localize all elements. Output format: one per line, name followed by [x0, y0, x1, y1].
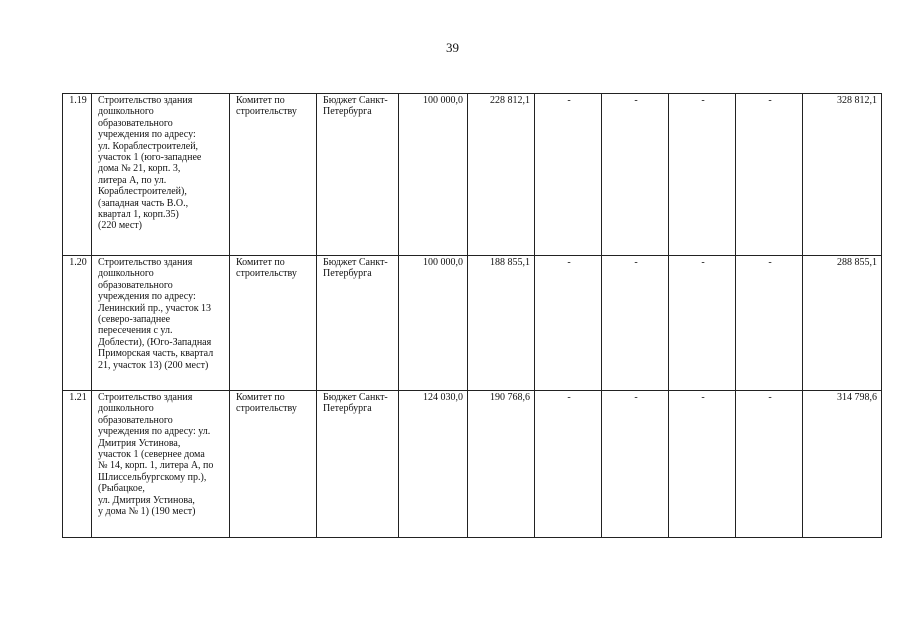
funding-source-cell: Бюджет Санкт- Петербурга — [317, 94, 399, 256]
empty-amount-cell: - — [602, 94, 669, 256]
empty-amount-cell: - — [736, 256, 803, 391]
amount-cell: 228 812,1 — [468, 94, 535, 256]
row-number: 1.20 — [63, 256, 92, 391]
empty-amount-cell: - — [669, 94, 736, 256]
empty-amount-cell: - — [535, 256, 602, 391]
page-number: 39 — [446, 40, 459, 55]
funding-source-cell: Бюджет Санкт- Петербурга — [317, 391, 399, 538]
row-number: 1.21 — [63, 391, 92, 538]
executor-cell: Комитет по строительству — [230, 256, 317, 391]
executor-cell: Комитет по строительству — [230, 391, 317, 538]
empty-amount-cell: - — [736, 391, 803, 538]
object-description: Строительство здания дошкольного образовательного учреждения по адресу: ул. Дмитрия Устинова, участок 1 (севернее дома № 14, корп. 1, литера А, по Шлиссельбургскому пр.), (Рыбацкое, ул. Дмитрия Устинова, у дома № 1) (190 мест) — [92, 391, 230, 538]
empty-amount-cell: - — [602, 256, 669, 391]
executor-cell: Комитет по строительству — [230, 94, 317, 256]
amount-cell: 124 030,0 — [399, 391, 468, 538]
object-description: Строительство здания дошкольного образовательного учреждения по адресу: Ленинский пр., участок 13 (северо-западнее пересечения с ул. Доблести), (Юго-Западная Приморская часть, квартал 21, участок 13) (200 мест) — [92, 256, 230, 391]
total-cell: 288 855,1 — [803, 256, 882, 391]
total-cell: 328 812,1 — [803, 94, 882, 256]
amount-cell: 190 768,6 — [468, 391, 535, 538]
empty-amount-cell: - — [669, 256, 736, 391]
amount-cell: 188 855,1 — [468, 256, 535, 391]
row-number: 1.19 — [63, 94, 92, 256]
empty-amount-cell: - — [535, 391, 602, 538]
amount-cell: 100 000,0 — [399, 256, 468, 391]
empty-amount-cell: - — [602, 391, 669, 538]
empty-amount-cell: - — [736, 94, 803, 256]
funding-source-cell: Бюджет Санкт- Петербурга — [317, 256, 399, 391]
table-row — [63, 256, 882, 391]
table-row — [63, 391, 882, 538]
empty-amount-cell: - — [669, 391, 736, 538]
empty-amount-cell: - — [535, 94, 602, 256]
total-cell: 314 798,6 — [803, 391, 882, 538]
table-row — [63, 94, 882, 256]
budget-table — [62, 93, 882, 538]
amount-cell: 100 000,0 — [399, 94, 468, 256]
object-description: Строительство здания дошкольного образовательного учреждения по адресу: ул. Кораблестроителей, участок 1 (юго-западнее дома № 21, корп. 3, литера А, по ул. Кораблестроителей), (западная часть В.О., квартал 1, корп.35) (220 мест) — [92, 94, 230, 256]
